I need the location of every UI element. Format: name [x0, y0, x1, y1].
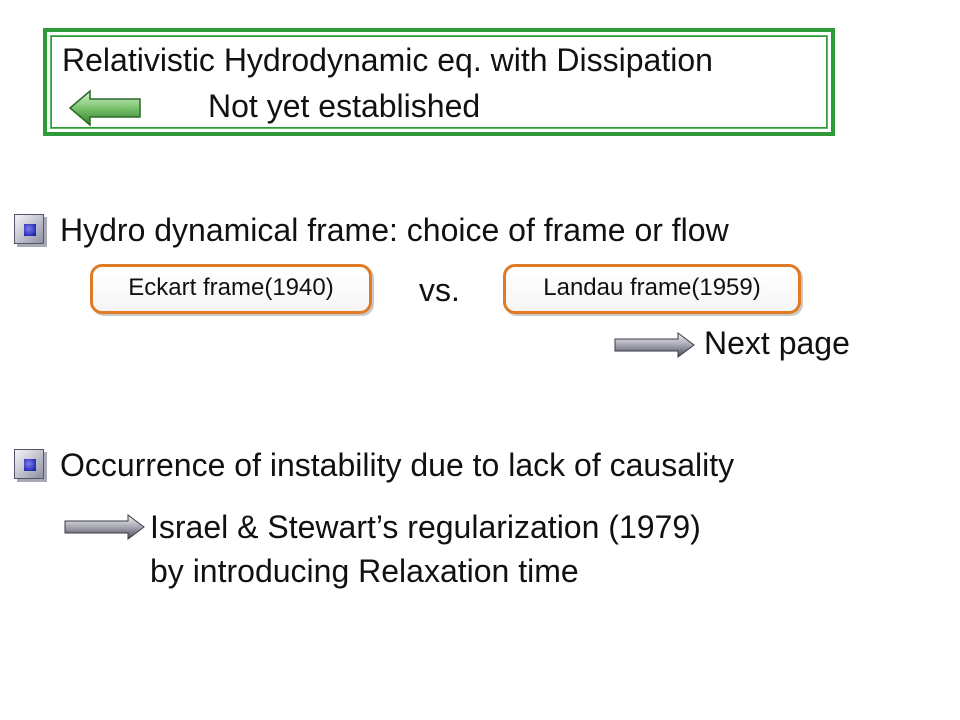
left-arrow-icon [68, 88, 142, 128]
square-bullet-icon [14, 449, 44, 479]
landau-frame-box [503, 264, 801, 314]
next-page-label: Next page [704, 325, 850, 361]
section2-heading: Occurrence of instability due to lack of causality [60, 447, 735, 483]
eckart-frame-box [90, 264, 372, 314]
section2-line-1: Israel & Stewart’s regularization (1979) [150, 509, 701, 545]
right-arrow-icon [612, 331, 696, 359]
vs-label: vs. [419, 272, 460, 308]
square-bullet-icon [14, 214, 44, 244]
title-line-2: Not yet established [208, 88, 481, 124]
landau-frame-label: Landau frame(1959) [543, 274, 761, 301]
right-arrow-icon [62, 513, 146, 541]
section2-line-2: by introducing Relaxation time [150, 553, 579, 589]
section1-heading: Hydro dynamical frame: choice of frame or flow [60, 212, 729, 248]
eckart-frame-label: Eckart frame(1940) [128, 274, 334, 301]
title-line-1: Relativistic Hydrodynamic eq. with Dissipation [62, 42, 713, 78]
